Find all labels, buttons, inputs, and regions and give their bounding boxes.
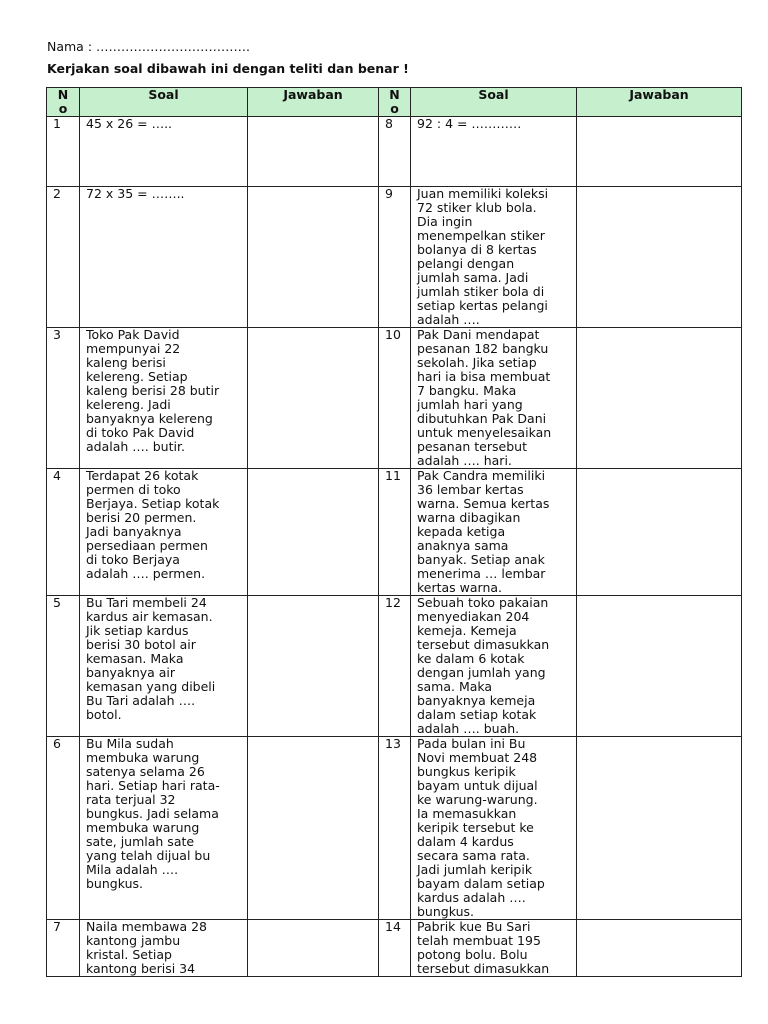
question-text: Pak Candra memiliki 36 lembar kertas warna. Semua kertas warna dibagikan kepada ketiga anaknya sama banyak. Setiap anak menerima … lembar kertas warna. [411,469,577,596]
answer-cell[interactable] [248,328,379,469]
question-number: 7 [47,920,80,977]
table-row [47,920,742,977]
answer-cell[interactable] [248,187,379,328]
question-text: 72 x 35 = …….. [80,187,248,328]
question-text: Pada bulan ini Bu Novi membuat 248 bungkus keripik bayam untuk dijual ke warung-warung. Ia memasukkan keripik tersebut ke dalam 4 kardus secara sama rata. Jadi jumlah keripik bayam dalam setiap kardus adalah …. bungkus. [411,737,577,920]
question-number: 1 [47,117,80,187]
table-row [47,117,742,187]
question-text: Pak Dani mendapat pesanan 182 bangku sekolah. Jika setiap hari ia bisa membuat 7 bangku. Maka jumlah hari yang dibutuhkan Pak Dani untuk menyelesaikan pesanan tersebut adalah …. hari. [411,328,577,469]
answer-cell[interactable] [248,117,379,187]
answer-cell[interactable] [577,328,742,469]
question-text: 92 : 4 = ………… [411,117,577,187]
table-row [47,737,742,920]
table-row [47,328,742,469]
instruction: Kerjakan soal dibawah ini dengan teliti dan benar ! [47,61,409,76]
header-soal-left: Soal [80,88,248,117]
header-soal-right: Soal [411,88,577,117]
answer-cell[interactable] [577,596,742,737]
question-table [46,87,742,977]
name-line: Nama : ………………………………. [47,39,250,54]
answer-cell[interactable] [248,920,379,977]
table-row [47,469,742,596]
question-text: Toko Pak David mempunyai 22 kaleng berisi kelereng. Setiap kaleng berisi 28 butir kelereng. Jadi banyaknya kelereng di toko Pak David adalah …. butir. [80,328,248,469]
question-text: Juan memiliki koleksi 72 stiker klub bola. Dia ingin menempelkan stiker bolanya di 8 kertas pelangi dengan jumlah sama. Jadi jumlah stiker bola di setiap kertas pelangi adalah …. [411,187,577,328]
header-jawaban-left: Jawaban [248,88,379,117]
question-number: 14 [379,920,411,977]
question-number: 6 [47,737,80,920]
question-number: 5 [47,596,80,737]
header-jawaban-right: Jawaban [577,88,742,117]
question-number: 4 [47,469,80,596]
question-number: 12 [379,596,411,737]
table-header-row [47,88,742,117]
question-number: 9 [379,187,411,328]
question-text: Sebuah toko pakaian menyediakan 204 kemeja. Kemeja tersebut dimasukkan ke dalam 6 kotak dengan jumlah yang sama. Maka banyaknya kemeja dalam setiap kotak adalah …. buah. [411,596,577,737]
question-text: Bu Tari membeli 24 kardus air kemasan. Jik setiap kardus berisi 30 botol air kemasan. Maka banyaknya air kemasan yang dibeli Bu Tari adalah …. botol. [80,596,248,737]
question-text: Pabrik kue Bu Sari telah membuat 195 potong bolu. Bolu tersebut dimasukkan [411,920,577,977]
answer-cell[interactable] [577,920,742,977]
question-number: 3 [47,328,80,469]
question-text: Bu Mila sudah membuka warung satenya selama 26 hari. Setiap hari rata- rata terjual 32 bungkus. Jadi selama membuka warung sate, jumlah sate yang telah dijual bu Mila adalah …. bungkus. [80,737,248,920]
question-text: Terdapat 26 kotak permen di toko Berjaya. Setiap kotak berisi 20 permen. Jadi banyaknya persediaan permen di toko Berjaya adalah …. permen. [80,469,248,596]
answer-cell[interactable] [577,187,742,328]
answer-cell[interactable] [577,469,742,596]
answer-cell[interactable] [577,737,742,920]
answer-cell[interactable] [577,117,742,187]
table-row [47,187,742,328]
question-number: 13 [379,737,411,920]
table-row [47,596,742,737]
answer-cell[interactable] [248,596,379,737]
question-number: 11 [379,469,411,596]
question-number: 8 [379,117,411,187]
question-text: 45 x 26 = ….. [80,117,248,187]
header-no-right: N o [379,88,411,117]
question-number: 2 [47,187,80,328]
answer-cell[interactable] [248,469,379,596]
answer-cell[interactable] [248,737,379,920]
question-number: 10 [379,328,411,469]
question-text: Naila membawa 28 kantong jambu kristal. Setiap kantong berisi 34 [80,920,248,977]
header-no-left: N o [47,88,80,117]
